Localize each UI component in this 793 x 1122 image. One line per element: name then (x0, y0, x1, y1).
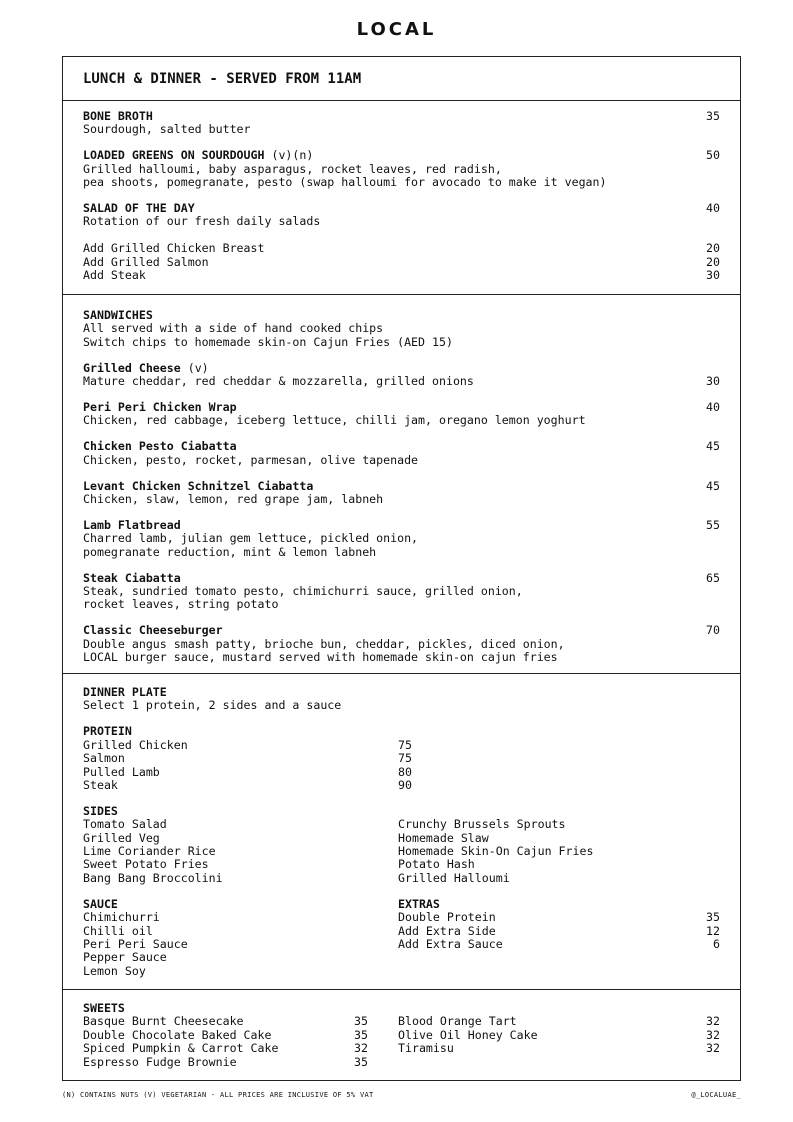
sandwich-desc-text: LOCAL burger sauce, mustard served with homemade skin-on cajun fries (83, 650, 558, 665)
sandwich-desc (83, 531, 720, 545)
starter-desc: Sourdough, salted butter (83, 122, 251, 137)
menu-frame (62, 56, 741, 1081)
starter-name-line (83, 201, 720, 215)
menu-title: LUNCH & DINNER - SERVED FROM 11AM (83, 71, 362, 87)
sandwiches-intro: All served with a side of hand cooked chips (83, 321, 384, 336)
starter-desc: Grilled halloumi, baby asparagus, rocket leaves, red radish, (83, 161, 502, 176)
protein-heading: PROTEIN (83, 724, 132, 739)
sandwich-desc-text: Steak, sundried tomato pesto, chimichurri sauce, grilled onion, (83, 584, 523, 598)
sweet-label: Tiramisu (398, 1041, 454, 1056)
sauce-item: Chilli oil (83, 923, 153, 938)
protein-price: 75 (398, 737, 412, 752)
addon-line (83, 255, 720, 269)
sandwich-price: 55 (706, 517, 720, 532)
sandwich-desc (83, 374, 720, 388)
sandwich-name: Grilled Cheese (83, 360, 181, 375)
sweet-price: 35 (354, 1027, 368, 1042)
sandwich-name-line (83, 479, 720, 493)
sweets-line (83, 1014, 720, 1028)
addon-label: Add Grilled Chicken Breast (83, 241, 265, 256)
sides-line (83, 831, 720, 845)
sweet-label: Double Chocolate Baked Cake (83, 1027, 272, 1042)
sandwich-name-line (83, 571, 720, 585)
extra-label: Add Extra Sauce (398, 936, 503, 951)
sauce-line (83, 964, 720, 978)
sandwich-name-line (83, 361, 720, 375)
side-item: Sweet Potato Fries (83, 857, 209, 872)
sandwich-price: 45 (706, 478, 720, 493)
protein-line (83, 738, 720, 752)
sandwich-desc (83, 597, 720, 611)
sandwich-desc-text: Double angus smash patty, brioche bun, cheddar, pickles, diced onion, (83, 636, 565, 651)
sauce-heading: SAUCE (83, 896, 118, 911)
starter-price: 50 (706, 148, 720, 163)
sauce-item: Lemon Soy (83, 963, 146, 978)
sides-line (83, 817, 720, 831)
sandwich-desc (83, 413, 720, 427)
sandwich-desc (83, 584, 720, 598)
sweet-label: Olive Oil Honey Cake (398, 1027, 538, 1042)
sandwiches-intro: Switch chips to homemade skin-on Cajun Fries (AED 15) (83, 334, 453, 349)
sandwich-name: Classic Cheeseburger (83, 623, 223, 638)
protein-price: 75 (398, 751, 412, 766)
protein-line (83, 778, 720, 792)
menu-header (63, 57, 740, 100)
sandwich-name: Chicken Pesto Ciabatta (83, 439, 237, 454)
sweets-line (83, 1055, 720, 1069)
starter-desc: pea shoots, pomegranate, pesto (swap halloumi for avocado to make it vegan) (83, 175, 607, 190)
protein-price: 80 (398, 764, 412, 779)
sauce-line (83, 937, 720, 951)
sweet-price: 32 (706, 1027, 720, 1042)
sweets-list (83, 1001, 720, 1076)
side-item: Grilled Veg (83, 830, 160, 845)
sandwich-name-line (83, 439, 720, 453)
starter-price: 40 (706, 201, 720, 215)
sauce-item: Chimichurri (83, 910, 160, 925)
sandwich-desc-text: Mature cheddar, red cheddar & mozzarella, grilled onions (83, 374, 474, 389)
protein-line (83, 765, 720, 779)
sweets-line (83, 1041, 720, 1055)
addon-label: Add Grilled Salmon (83, 254, 209, 269)
sauce-line (83, 950, 720, 964)
addon-line (83, 268, 720, 282)
protein-line (83, 751, 720, 765)
extra-price: 6 (713, 936, 720, 951)
extra-label: Add Extra Side (398, 923, 496, 938)
sauce-extras-heading (83, 897, 720, 911)
sandwich-name: Steak Ciabatta (83, 570, 181, 585)
sandwich-price: 65 (706, 570, 720, 585)
starter-desc: Rotation of our fresh daily salads (83, 214, 321, 229)
addon-price: 20 (706, 241, 720, 256)
sweets-section (63, 989, 740, 1081)
sandwiches-list (83, 308, 720, 668)
sandwich-name-line (83, 400, 720, 414)
sides-line (83, 857, 720, 871)
sandwich-desc (83, 545, 720, 559)
sandwich-desc-text: Charred lamb, julian gem lettuce, pickled onion, (83, 531, 419, 546)
sandwich-desc-text: rocket leaves, string potato (83, 597, 279, 612)
footer-note: (N) CONTAINS NUTS (V) VEGETARIAN - ALL PRICES ARE INCLUSIVE OF 5% VAT (62, 1091, 374, 1099)
sweet-label: Blood Orange Tart (398, 1014, 517, 1029)
side-item: Bang Bang Broccolini (83, 870, 223, 885)
side-item: Tomato Salad (83, 817, 167, 832)
sandwich-name-line (83, 623, 720, 637)
starters-list (83, 109, 720, 289)
protein-price: 90 (398, 777, 412, 792)
sweet-price: 32 (706, 1041, 720, 1056)
protein-label: Salmon (83, 751, 125, 766)
sauce-item: Pepper Sauce (83, 950, 167, 965)
sandwich-desc (83, 492, 720, 506)
sweet-label: Espresso Fudge Brownie (83, 1054, 237, 1069)
sweet-price: 32 (706, 1014, 720, 1029)
footer-handle: @_LOCALUAE_ (691, 1091, 741, 1099)
sandwich-tag: (v) (180, 360, 209, 375)
sandwich-desc (83, 637, 720, 651)
addon-label: Add Steak (83, 268, 146, 283)
starter-name: BONE BROTH (83, 109, 153, 123)
starter-name-line (83, 109, 720, 123)
addon-price: 20 (706, 254, 720, 269)
side-item: Homemade Skin-On Cajun Fries (398, 844, 594, 858)
side-item: Homemade Slaw (398, 830, 489, 845)
sauce-item: Peri Peri Sauce (83, 936, 188, 951)
sandwich-name: Levant Chicken Schnitzel Ciabatta (83, 478, 314, 493)
sweet-price: 35 (354, 1014, 368, 1029)
dinner-heading: DINNER PLATE (83, 685, 167, 699)
sandwich-desc-text: Chicken, red cabbage, iceberg lettuce, chilli jam, oregano lemon yoghurt (83, 413, 586, 428)
sandwich-name: Lamb Flatbread (83, 517, 181, 532)
protein-label: Grilled Chicken (83, 737, 188, 752)
sandwich-price: 70 (706, 623, 720, 638)
side-item: Potato Hash (398, 857, 475, 872)
side-item: Lime Coriander Rice (83, 844, 216, 858)
extra-label: Double Protein (398, 910, 496, 925)
side-item: Crunchy Brussels Sprouts (398, 817, 566, 832)
sandwich-desc-text: Chicken, slaw, lemon, red grape jam, labneh (83, 492, 384, 506)
side-item: Grilled Halloumi (398, 870, 510, 885)
brand-logo: LOCAL (356, 19, 437, 40)
dinner-intro: Select 1 protein, 2 sides and a sauce (83, 698, 342, 713)
starter-name: SALAD OF THE DAY (83, 201, 195, 215)
sandwiches-section (63, 294, 740, 674)
dinner-plate-section (63, 673, 740, 990)
sauce-line (83, 910, 720, 924)
sweet-price: 32 (354, 1041, 368, 1056)
addon-line (83, 241, 720, 255)
sweet-label: Spiced Pumpkin & Carrot Cake (83, 1041, 279, 1056)
starter-price: 35 (706, 109, 720, 123)
sides-line (83, 871, 720, 885)
sweet-price: 35 (354, 1054, 368, 1069)
sandwich-desc-text: Chicken, pesto, rocket, parmesan, olive tapenade (83, 452, 419, 467)
sandwich-desc-text: pomegranate reduction, mint & lemon labneh (83, 544, 377, 559)
starter-name-line (83, 148, 720, 162)
extra-price: 35 (706, 910, 720, 925)
sandwich-price: 45 (706, 439, 720, 454)
sandwiches-heading: SANDWICHES (83, 308, 153, 322)
sandwich-name-line (83, 518, 720, 532)
sweet-label: Basque Burnt Cheesecake (83, 1014, 244, 1029)
sides-heading: SIDES (83, 803, 118, 818)
sandwich-price: 30 (706, 374, 720, 389)
starter-tag: (v)(n) (264, 148, 314, 163)
sandwich-desc (83, 453, 720, 467)
extras-heading: EXTRAS (398, 896, 440, 911)
sandwich-price: 40 (706, 400, 720, 414)
extra-price: 12 (706, 923, 720, 938)
sandwich-desc (83, 650, 720, 664)
starter-name: LOADED GREENS ON SOURDOUGH (83, 148, 265, 163)
sandwich-name: Peri Peri Chicken Wrap (83, 400, 237, 414)
starters-section (63, 100, 740, 295)
dinner-plate-list (83, 685, 720, 985)
sweets-heading: SWEETS (83, 1001, 125, 1015)
sides-line (83, 844, 720, 858)
protein-label: Steak (83, 777, 118, 792)
sweets-line (83, 1028, 720, 1042)
addon-price: 30 (706, 268, 720, 283)
protein-label: Pulled Lamb (83, 764, 160, 779)
sauce-line (83, 924, 720, 938)
